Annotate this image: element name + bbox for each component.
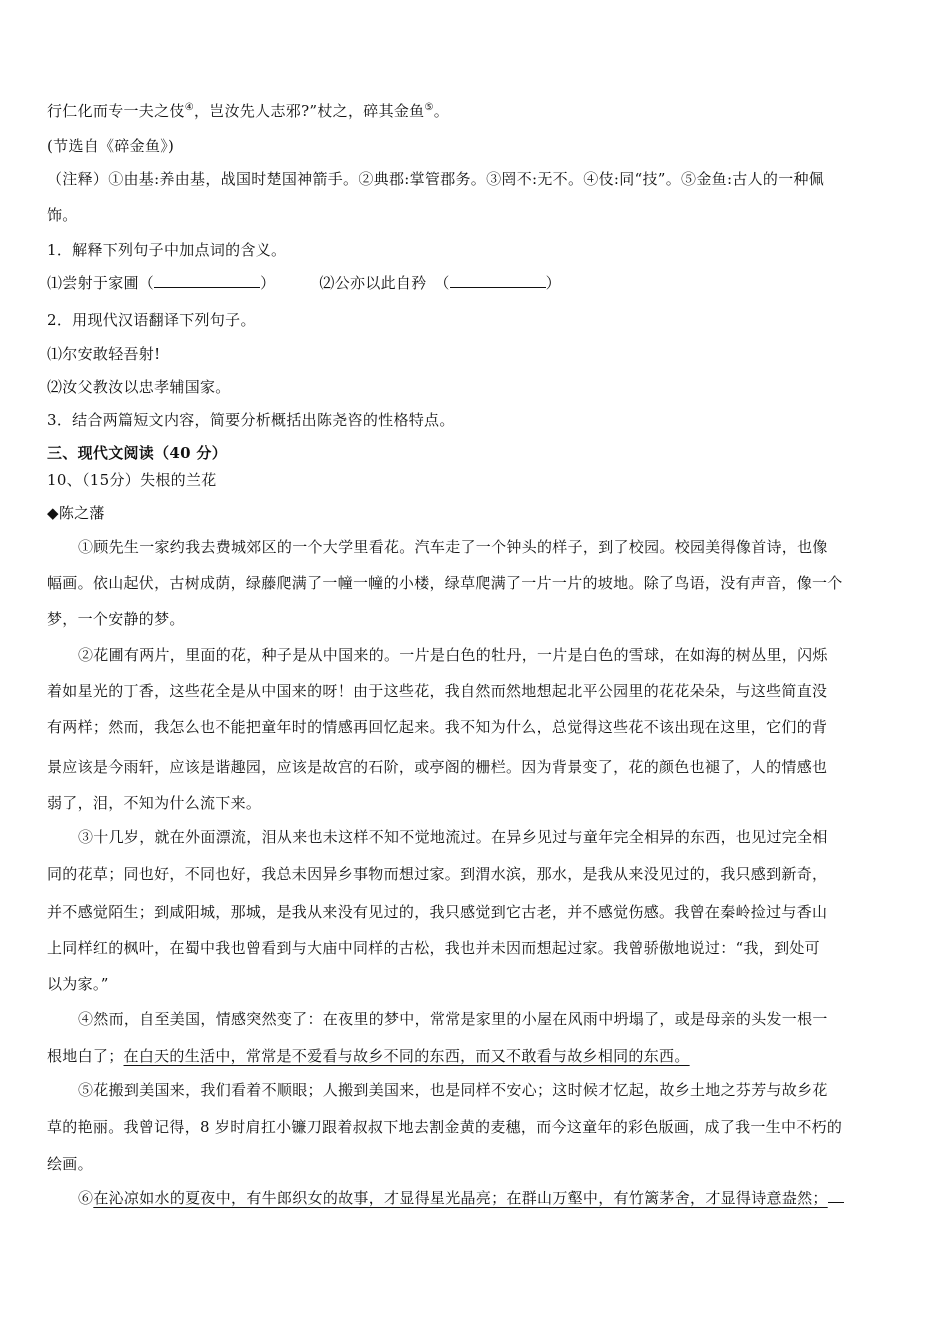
section-heading: 三、现代文阅读（40 分）: [47, 444, 227, 462]
paragraph-4-line: [47, 1046, 907, 1066]
notes-line-1: （注释）①由基:养由基，战国时楚国神箭手。②典郡:掌管郡务。③罔不:无不。④伎:同“技”。⑤金鱼:古人的一种佩: [47, 170, 825, 188]
paragraph-6-number: ⑥: [78, 1189, 94, 1207]
q1-a-label: ⑴尝射于家圃（: [47, 274, 155, 292]
paragraph-1-line: 幅画。依山起伏，古树成荫，绿藤爬满了一幢一幢的小楼，绿草爬满了一片一片的坡地。除了鸟语，没有声音，像一个: [47, 574, 843, 592]
question-3-stem: 3．结合两篇短文内容，简要分析概括出陈尧咨的性格特点。: [47, 411, 455, 429]
paragraph-2-line: 有两样；然而，我怎么也不能把童年时的情感再回忆起来。我不知为什么，总觉得这些花不该出现在这里，它们的背: [47, 718, 828, 736]
underline-extension: [828, 1188, 844, 1203]
top-line-end: 。: [433, 102, 450, 120]
paragraph-4-plain-text: 根地白了；: [47, 1047, 124, 1065]
paragraph-2-line: 弱了，泪，不知为什么流下来。: [47, 794, 262, 812]
paragraph-2-line: 着如星光的丁香，这些花全是从中国来的呀！由于这些花，我自然而然地想起北平公园里的花花朵朵，与这些简直没: [47, 682, 828, 700]
source-citation: (节选自《碎金鱼》): [47, 137, 175, 155]
paragraph-3-line: 并不感觉陌生；到咸阳城，那城，是我从来没有见过的，我只感觉到它古老，并不感觉伤感。我曾在秦岭捡过与香山: [47, 903, 828, 921]
paragraph-2-line: 景应该是今雨轩，应该是谐趣园，应该是故宫的石阶，或亭阁的栅栏。因为背景变了，花的颜色也褪了，人的情感也: [47, 758, 828, 776]
passage-last-line: [47, 101, 907, 121]
question-1-items: [47, 273, 907, 293]
paragraph-5-line: ⑤花搬到美国来，我们看着不顺眼；人搬到美国来，也是同样不安心；这时候才忆起，故乡土地之芬芳与故乡花: [78, 1081, 828, 1099]
footnote-marker: ⑤: [424, 102, 434, 113]
notes-line-2: 饰。: [47, 206, 78, 224]
paragraph-1-line: ①顾先生一家约我去费城郊区的一个大学里看花。汽车走了一个钟头的样子，到了校园。校园美得像首诗，也像: [78, 538, 828, 556]
article-author: ◆陈之藩: [47, 504, 105, 522]
paragraph-4-underlined-text: 在白天的生活中，常常是不爱看与故乡不同的东西，而又不敢看与故乡相同的东西。: [123, 1047, 690, 1065]
top-line-text-2: ，岂汝先人志邪?”杖之，碎其金鱼: [193, 102, 425, 120]
q1-b-answer-blank[interactable]: [450, 273, 546, 288]
q1-a-end: ）: [260, 274, 276, 292]
paragraph-4-line: ④然而，自至美国，情感突然变了：在夜里的梦中，常常是家里的小屋在风雨中坍塌了，或是母亲的头发一根一: [78, 1010, 828, 1028]
question-2-sentence-1: ⑴尔安敢轻吾射!: [47, 345, 161, 363]
footnote-marker: ④: [184, 102, 194, 113]
paragraph-3-line: 以为家。”: [47, 975, 109, 993]
q1-b-label: ⑵公亦以此自矜 （: [319, 274, 450, 292]
q1-a-answer-blank[interactable]: [154, 273, 260, 288]
question-2-stem: 2．用现代汉语翻译下列句子。: [47, 311, 256, 329]
paragraph-5-line: 绘画。: [47, 1155, 93, 1173]
paragraph-1-line: 梦，一个安静的梦。: [47, 610, 185, 628]
paragraph-3-line: ③十几岁，就在外面漂流，泪从来也未这样不知不觉地流过。在异乡见过与童年完全相异的东西，也见过完全相: [78, 828, 828, 846]
paragraph-6-underlined-text: 在沁凉如水的夏夜中，有牛郎织女的故事，才显得星光晶亮；在群山万壑中，有竹篱茅舍，才显得诗意盎然；: [93, 1189, 828, 1207]
paragraph-2-line: ②花圃有两片，里面的花，种子是从中国来的。一片是白色的牡丹，一片是白色的雪球，在如海的树丛里，闪烁: [78, 646, 828, 664]
paragraph-3-line: 上同样红的枫叶，在蜀中我也曾看到与大庙中同样的古松，我也并未因而想起过家。我曾骄傲地说过：“我，到处可: [47, 939, 820, 957]
paragraph-3-line: 同的花草；同也好，不同也好，我总未因异乡事物而想过家。到渭水滨，那水，是我从来没见过的，我只感到新奇，: [47, 865, 828, 883]
paragraph-6-line: [78, 1188, 908, 1208]
top-line-text: 行仁化而专一夫之伎: [47, 102, 185, 120]
question-2-sentence-2: ⑵汝父教汝以忠孝辅国家。: [47, 378, 231, 396]
question-1-stem: 1．解释下列句子中加点词的含义。: [47, 241, 287, 259]
paragraph-5-line: 草的艳丽。我曾记得，8 岁时肩扛小镰刀跟着叔叔下地去割金黄的麦穗，而今这童年的彩色版画，成了我一生中不朽的: [47, 1118, 843, 1136]
q1-b-end: ）: [545, 274, 561, 292]
article-header: 10、（15分）失根的兰花: [47, 471, 217, 489]
